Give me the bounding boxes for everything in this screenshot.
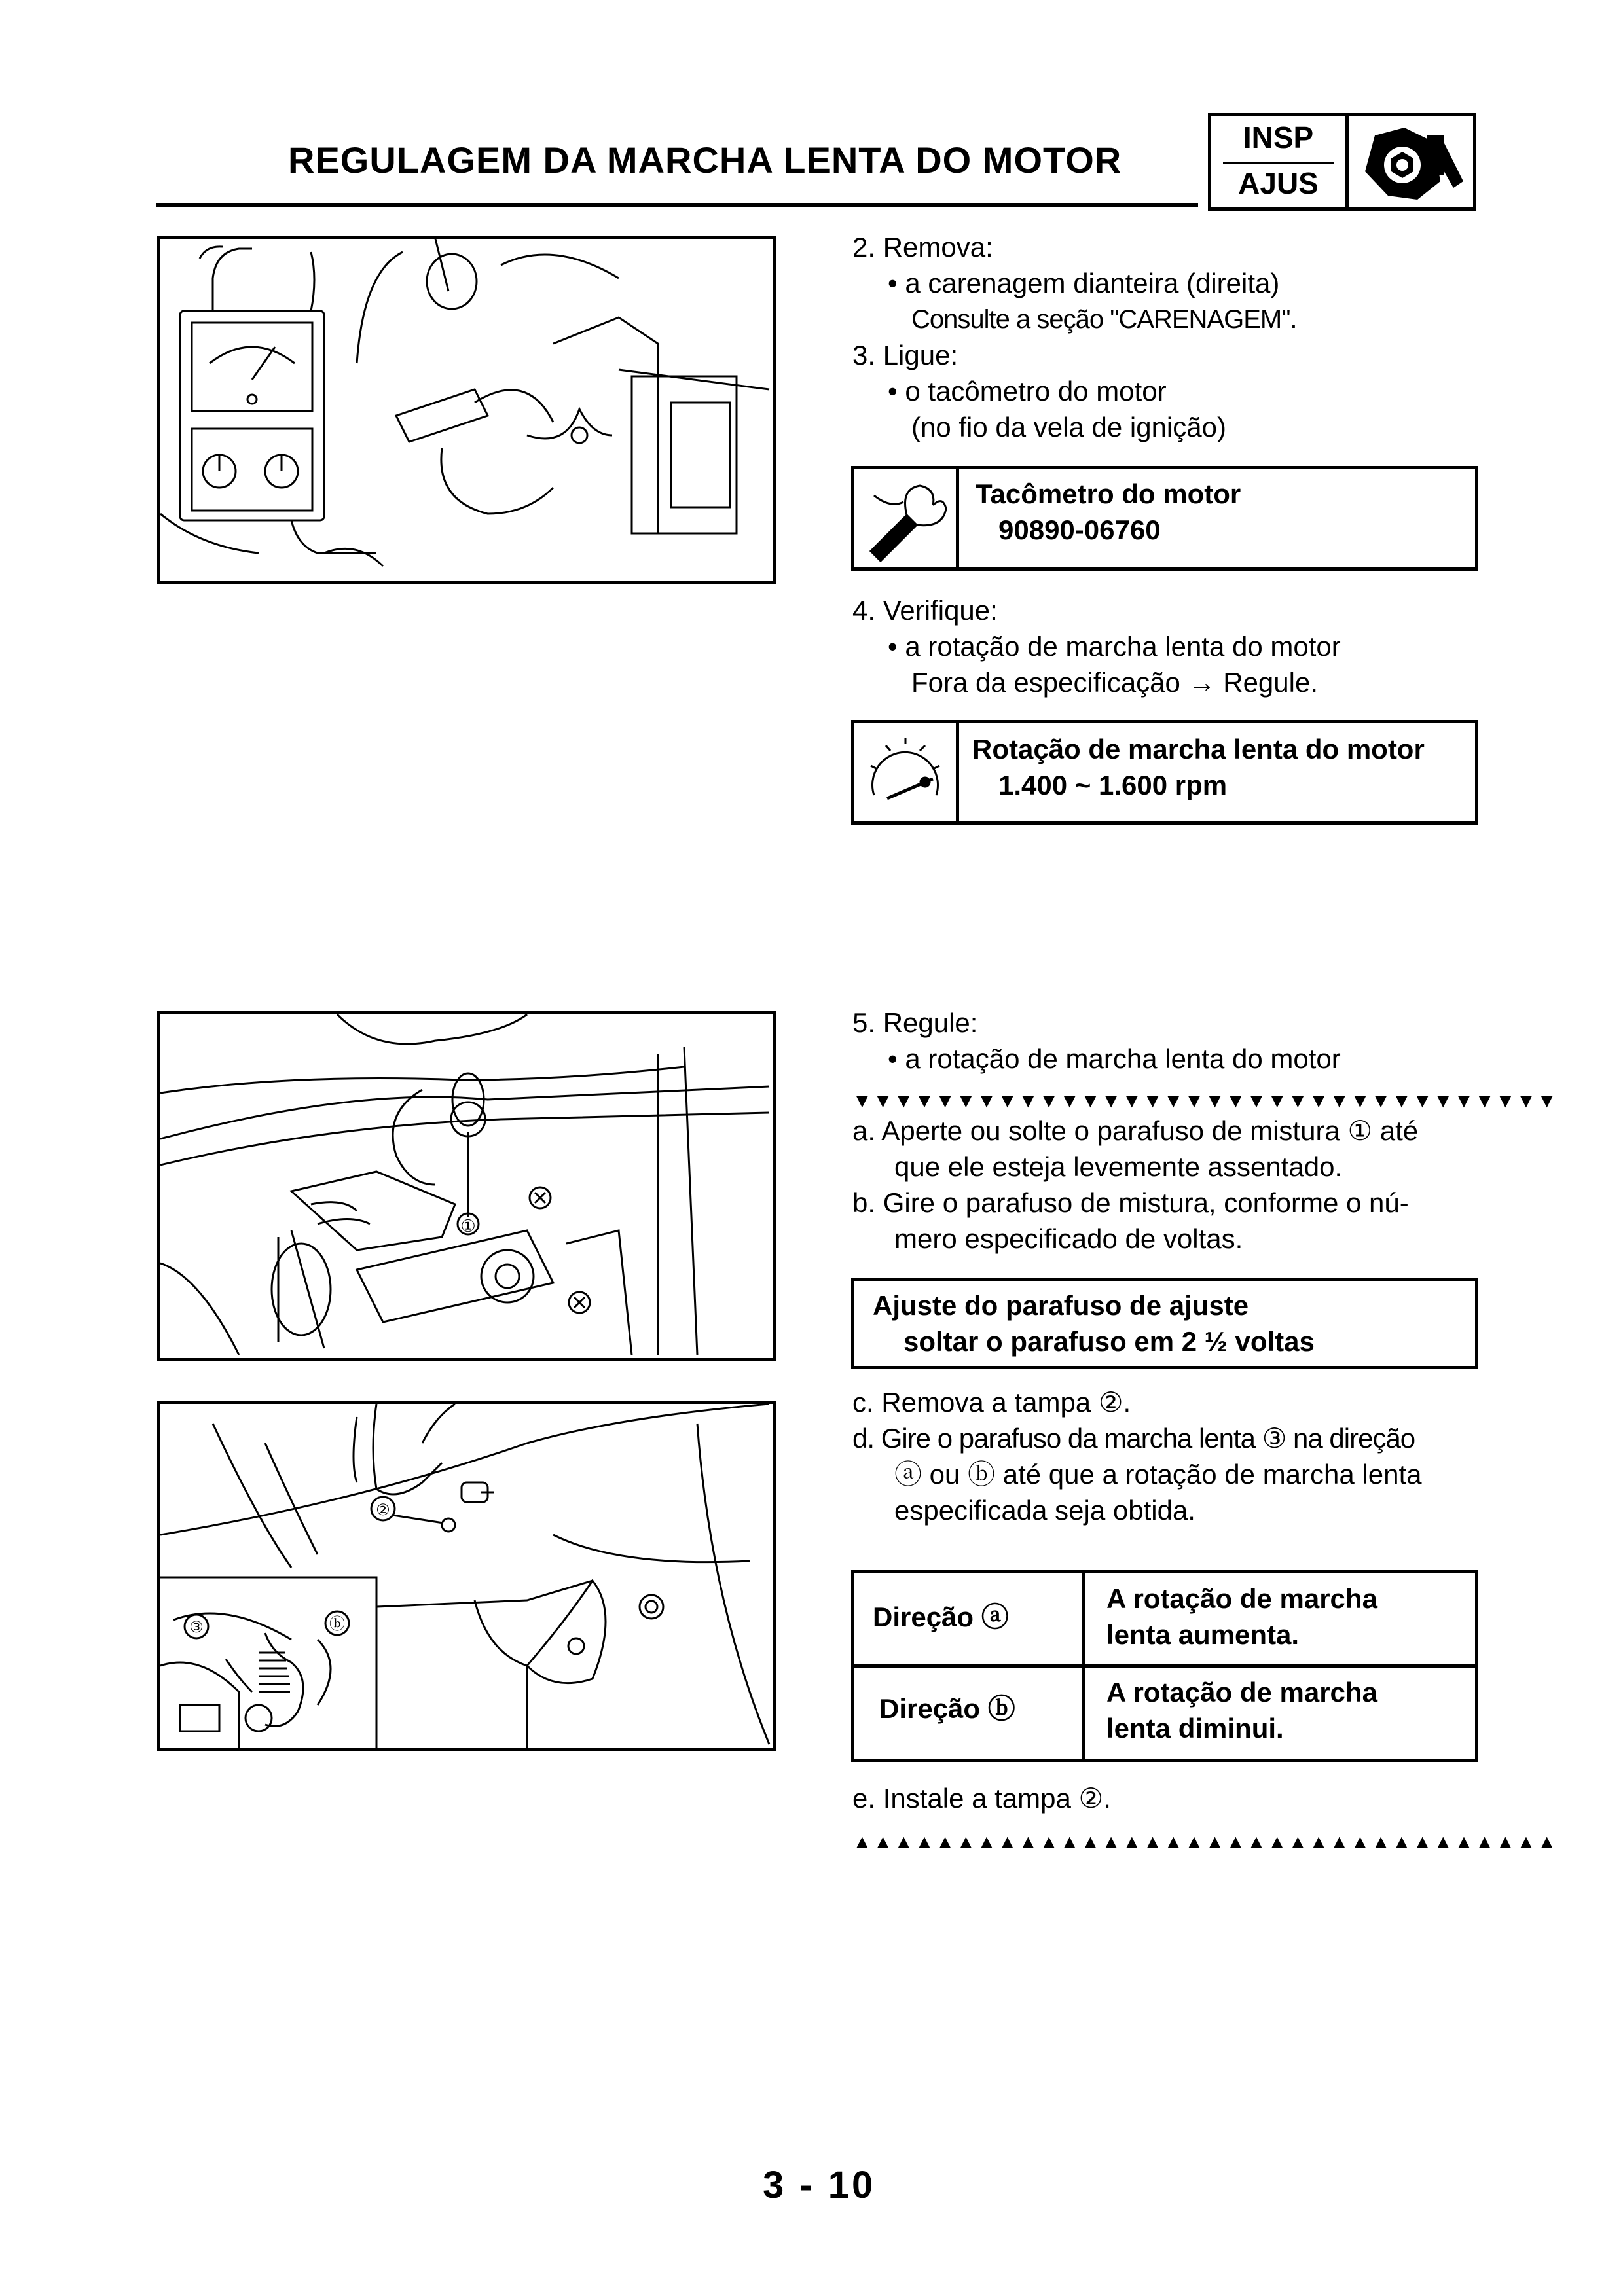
badge-insp: INSP bbox=[1243, 120, 1314, 154]
badge-ajus: AJUS bbox=[1238, 166, 1319, 200]
page-title: REGULAGEM DA MARCHA LENTA DO MOTOR bbox=[288, 139, 1122, 181]
callout-1: ① bbox=[460, 1216, 476, 1236]
adjustment-line1: Ajuste do parafuso de ajuste bbox=[873, 1290, 1249, 1321]
figure-mixture-screw bbox=[157, 1011, 776, 1361]
tool-icon bbox=[854, 469, 959, 567]
tool-name: Tacômetro do motor bbox=[976, 478, 1241, 509]
tool-code: 90890-06760 bbox=[998, 514, 1161, 545]
substep-b-line1: b. Gire o parafuso de mistura, conforme o nú- bbox=[852, 1187, 1409, 1218]
page-number: 3 - 10 bbox=[763, 2164, 876, 2206]
step-5-item: • a rotação de marcha lenta do motor bbox=[888, 1043, 1341, 1074]
step-4-note: Fora da especificação → Regule. bbox=[911, 667, 1318, 698]
callout-3: ③ bbox=[189, 1619, 204, 1636]
adjustment-box bbox=[851, 1278, 1478, 1369]
direction-a-value-line1: A rotação de marcha bbox=[1106, 1583, 1377, 1614]
substep-d-line3: especificada seja obtida. bbox=[894, 1495, 1195, 1526]
direction-b-value-line1: A rotação de marcha bbox=[1106, 1677, 1377, 1708]
direction-table bbox=[851, 1570, 1478, 1762]
badge-text-box bbox=[1211, 116, 1349, 207]
badge-divider bbox=[1223, 162, 1334, 164]
direction-b-label: Direção ⓑ bbox=[879, 1693, 1015, 1724]
direction-a-value-line2: lenta aumenta. bbox=[1106, 1619, 1300, 1650]
spec-box bbox=[851, 720, 1478, 825]
step-2-reference: Consulte a seção "CARENAGEM". bbox=[911, 305, 1297, 334]
title-rule bbox=[156, 203, 1198, 207]
step-4-title: 4. Verifique: bbox=[852, 595, 998, 626]
gauge-icon bbox=[854, 723, 959, 821]
substep-d-line1: d. Gire o parafuso da marcha lenta ③ na direção bbox=[852, 1423, 1415, 1454]
step-2-title: 2. Remova: bbox=[852, 232, 993, 262]
end-marker-row: ▲▲▲▲▲▲▲▲▲▲▲▲▲▲▲▲▲▲▲▲▲▲▲▲▲▲▲▲▲▲▲▲▲▲ bbox=[852, 1831, 1558, 1853]
adjustment-line2: soltar o parafuso em 2 ½ voltas bbox=[903, 1326, 1315, 1357]
start-marker-row: ▼▼▼▼▼▼▼▼▼▼▼▼▼▼▼▼▼▼▼▼▼▼▼▼▼▼▼▼▼▼▼▼▼▼ bbox=[852, 1090, 1558, 1112]
figure-tachometer bbox=[157, 236, 776, 584]
section-badge bbox=[1208, 113, 1476, 211]
spec-value: 1.400 ~ 1.600 rpm bbox=[998, 770, 1228, 800]
spec-name: Rotação de marcha lenta do motor bbox=[972, 734, 1425, 764]
table-row-divider bbox=[854, 1664, 1475, 1668]
step-3-item: • o tacômetro do motor bbox=[888, 376, 1167, 406]
step-5-title: 5. Regule: bbox=[852, 1007, 978, 1038]
step-3-note: (no fio da vela de ignição) bbox=[911, 412, 1226, 442]
step-3-title: 3. Ligue: bbox=[852, 340, 958, 370]
substep-b-line2: mero especificado de voltas. bbox=[894, 1223, 1243, 1254]
substep-a-line1: a. Aperte ou solte o parafuso de mistura ① até bbox=[852, 1115, 1419, 1146]
figure-idle-screw bbox=[157, 1401, 776, 1751]
callout-2: ② bbox=[376, 1501, 390, 1519]
step-4-item: • a rotação de marcha lenta do motor bbox=[888, 631, 1341, 662]
substep-d-line2: ⓐ ou ⓑ até que a rotação de marcha lenta bbox=[894, 1459, 1422, 1490]
substep-e: e. Instale a tampa ②. bbox=[852, 1783, 1111, 1814]
substep-c: c. Remova a tampa ②. bbox=[852, 1387, 1131, 1418]
substep-a-line2: que ele esteja levemente assentado. bbox=[894, 1151, 1343, 1182]
tool-box bbox=[851, 466, 1478, 571]
direction-b-value-line2: lenta diminui. bbox=[1106, 1713, 1284, 1744]
step-2-item: • a carenagem dianteira (direita) bbox=[888, 268, 1280, 298]
callout-b: ⓑ bbox=[329, 1615, 345, 1633]
direction-a-label: Direção ⓐ bbox=[873, 1602, 1009, 1632]
wrench-icon bbox=[1349, 116, 1473, 207]
